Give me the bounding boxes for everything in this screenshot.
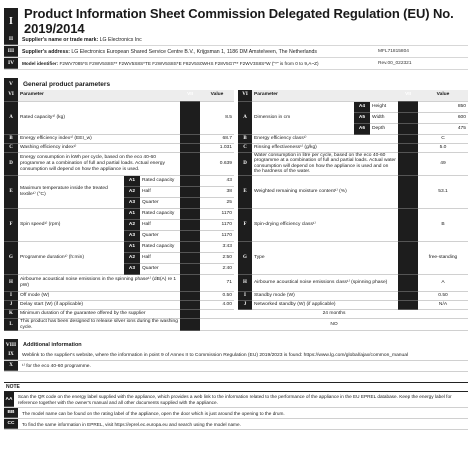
table-row: A5 Width 600 [4, 112, 468, 123]
silver-ions-label: This product has been designed to release silver ions during the washing cycle. [18, 319, 180, 331]
networked-standby-label: Networked standby (W) (if applicable) [252, 301, 398, 310]
table-row: A2 Half 1170 [4, 220, 468, 231]
depth-label: Depth [370, 123, 398, 134]
note-key: AA [4, 392, 14, 407]
noise-class-label: Airbourne acoustical noise emissions class¹⁾ (spinning phase) [252, 275, 398, 292]
noise-value: 71 [200, 275, 234, 292]
section-title: Additional information [23, 341, 82, 348]
table-row: C Washing efficiency index¹⁾ 1.031 C Rinsing effectiveness¹⁾ (g/kg) 5.0 [4, 143, 468, 152]
table-row: A Rated capacity¹⁾ (kg) 8.5 A Dimension in cm A4 Height 850 [4, 101, 468, 112]
roman-numeral: X [4, 361, 18, 371]
note-text: To find the same information in EPREL, visit https://eprel.ec.europa.eu and search using the model name. [22, 421, 241, 427]
document-code: MFL71815804 [378, 48, 409, 54]
supplier-name-label: Supplier's name or trade mark: [22, 36, 99, 43]
depth-value: 475 [418, 123, 468, 134]
energy-class-value: C [418, 134, 468, 143]
value-header: Value [200, 90, 234, 101]
off-mode-value: 0.50 [200, 292, 234, 301]
note-row [4, 419, 468, 430]
value-header: Value [418, 90, 468, 101]
weblink-text: Weblink to the supplier's website, where the information in point 9 of Annex II to Commission Regulation (EU) 2019/2023 is found: https://www.lg.com/global/ajax/common_manual [22, 352, 409, 358]
energy-consumption-value: 0.639 [200, 152, 234, 176]
note-row [4, 408, 468, 419]
rinsing-label: Rinsing effectiveness¹⁾ (g/kg) [252, 143, 398, 152]
spin-speed-label: Spin speed¹⁾ (rpm) [18, 209, 124, 242]
table-row: A3 Quarter 2:40 [4, 264, 468, 275]
note-row [4, 392, 468, 408]
energy-consumption-label: Energy consumption in kWh per cycle, based on the eco 40-60 programme at a combination of full and partial loads. Actual energy consumption will depend on how the appliance is used. [18, 152, 180, 176]
table-row: A3 Quarter 25 [4, 198, 468, 209]
table-row: A2 Half 38 [4, 187, 468, 198]
param-header: Parameter [18, 90, 180, 101]
model-identifier-value: F2WV7085*S F2WV5S8S** F2WV5S8S*TE F2WV5S8S*E F82V5S0WHS F28V5G7** F2WV3S8S*W ("*" is from 0 to 9,A~Z) [59, 61, 319, 66]
table-row: A2 Half 2:50 [4, 253, 468, 264]
dimension-label: Dimension in cm [252, 101, 354, 134]
roman-numeral: VIII [4, 339, 18, 350]
footnote-text: ¹⁾ for the eco 40-60 programme. [22, 364, 91, 370]
table-row: B Energy efficiency index¹⁾ (EEI_w) 68.7 B Energy efficiency class¹⁾ C [4, 134, 468, 143]
eei-value: 68.7 [200, 134, 234, 143]
supplier-name-value: LG Electronics Inc [99, 36, 142, 43]
table-row: H Airbourne acoustical noise emissions in the spinning phase¹⁾ (dB(A) re 1 pW) 71 H Airbourne acoustical noise emissions class¹⁾ (spinning phase) A [4, 275, 468, 292]
guarantee-label: Minimum duration of the guarantee offered by the supplier [18, 310, 180, 319]
additional-info-heading [4, 339, 468, 350]
standby-value: 0.50 [418, 292, 468, 301]
supplier-address-label: Supplier's address: [22, 48, 70, 55]
water-consumption-label: Water consumption in litre per cycle, based on the eco 40-60 programme at a combination of full and partial loads. Actual water consumption will depend on how the appliance is used and on the hardness of the water. [252, 152, 398, 176]
parameters-table [4, 90, 468, 331]
section-title: General product parameters [23, 80, 111, 88]
delay-start-value: 4.00 [200, 301, 234, 310]
supplier-address-value: LG Electronics European Shared Service Centre B.V., Krijgsman 1, 1186 DM Amstelveen, The Netherlands [71, 48, 317, 55]
model-identifier-label: Model identifier: [22, 61, 59, 66]
delay-start-label: Delay start (W) (if applicable) [18, 301, 180, 310]
height-value: 850 [418, 101, 468, 112]
note-text: The model name can be found on the rating label of the appliance, open the door which is just around the opening to the drum. [22, 410, 285, 416]
table-row: E Maximum temperature inside the treated textile¹⁾ (°C) A1 Rated capacity 43 E Weighted remaining moisture content¹⁾ (%) 53.1 [4, 176, 468, 187]
energy-class-label: Energy efficiency class¹⁾ [252, 134, 398, 143]
height-label: Height [370, 101, 398, 112]
max-temperature-label: Maximum temperature inside the treated textile¹⁾ (°C) [18, 176, 124, 209]
type-value: free-standing [418, 242, 468, 275]
rated-capacity-value: 8.5 [200, 101, 234, 134]
table-header-row: VI Parameter VII Value VI Parameter VII Value [4, 90, 468, 101]
washing-index-label: Washing efficiency index¹⁾ [18, 143, 180, 152]
roman-numeral: IX [4, 350, 18, 360]
water-consumption-value: 49 [418, 152, 468, 176]
weblink-row [4, 350, 468, 361]
roman-numeral: I [4, 8, 18, 34]
note-key: BB [4, 408, 18, 418]
table-row: D Energy consumption in kWh per cycle, based on the eco 40-60 programme at a combination of full and partial loads. Actual energy consumption will depend on how the appliance is used. 0.639 D Water consumption in litre per cycle, based on the eco 40-60 programme at a combination of full and partial loads. Actual water consumption will depend on how the appliance is used and on the hardness of the water. 49 [4, 152, 468, 176]
eei-label: Energy efficiency index¹⁾ (EEI_w) [18, 134, 180, 143]
networked-standby-value: N/A [418, 301, 468, 310]
spin-class-label: Spin-drying efficiency class¹⁾ [252, 209, 398, 242]
sheet-title-row [4, 8, 468, 34]
width-value: 600 [418, 112, 468, 123]
silver-ions-value: NO [200, 319, 468, 331]
noise-class-value: A [418, 275, 468, 292]
note-title: NOTE [4, 382, 468, 392]
rated-capacity-label: Rated capacity¹⁾ (kg) [18, 101, 180, 134]
revision-code: Rev.00_022321 [378, 60, 412, 66]
table-row: I Off mode (W) 0.50 I Standby mode (W) 0.50 [4, 292, 468, 301]
table-row: F Spin speed¹⁾ (rpm) A1 Rated capacity 1170 F Spin-drying efficiency class¹⁾ B [4, 209, 468, 220]
roman-numeral: III [4, 46, 18, 57]
width-label: Width [370, 112, 398, 123]
table-row: J Delay start (W) (if applicable) 4.00 J Networked standby (W) (if applicable) N/A [4, 301, 468, 310]
programme-duration-label: Programme duration¹⁾ (h:min) [18, 242, 124, 275]
washing-index-value: 1.031 [200, 143, 234, 152]
note-text: Scan the QR code on the energy label supplied with the appliance, which provides a web link to the information related to the performance of the appliance in the EU EPREL database. Keep the energy label for reference together with the owner's manual and all other documents supplied with the appliance. [17, 394, 452, 405]
roman-numeral: II [4, 34, 18, 45]
rinsing-value: 5.0 [418, 143, 468, 152]
table-row: G Programme duration¹⁾ (h:min) A1 Rated capacity 3:43 G Type free-standing [4, 242, 468, 253]
noise-label: Airbourne acoustical noise emissions in the spinning phase¹⁾ (dB(A) re 1 pW) [18, 275, 180, 292]
note-key: CC [4, 419, 18, 429]
sheet-title: Product Information Sheet Commission Delegated Regulation (EU) No. 2019/2014 [24, 6, 454, 36]
roman-numeral: V [4, 78, 18, 90]
off-mode-label: Off mode (W) [18, 292, 180, 301]
model-identifier-row [4, 58, 468, 70]
general-parameters-heading [4, 78, 468, 90]
guarantee-value: 24 months [200, 310, 468, 319]
table-row: A6 Depth 475 [4, 123, 468, 134]
moisture-value: 53.1 [418, 176, 468, 209]
type-label: Type [252, 242, 398, 275]
footnote-row [4, 361, 468, 372]
param-header: Parameter [252, 90, 398, 101]
standby-label: Standby mode (W) [252, 292, 398, 301]
moisture-label: Weighted remaining moisture content¹⁾ (%) [252, 176, 398, 209]
supplier-name-row [4, 34, 468, 46]
roman-numeral: IV [4, 58, 18, 69]
spin-class-value: B [418, 209, 468, 242]
supplier-address-row [4, 46, 468, 58]
table-row: A3 Quarter 1170 [4, 231, 468, 242]
table-row: K Minimum duration of the guarantee offered by the supplier 24 months [4, 310, 468, 319]
table-row: L This product has been designed to release silver ions during the washing cycle. NO [4, 319, 468, 331]
